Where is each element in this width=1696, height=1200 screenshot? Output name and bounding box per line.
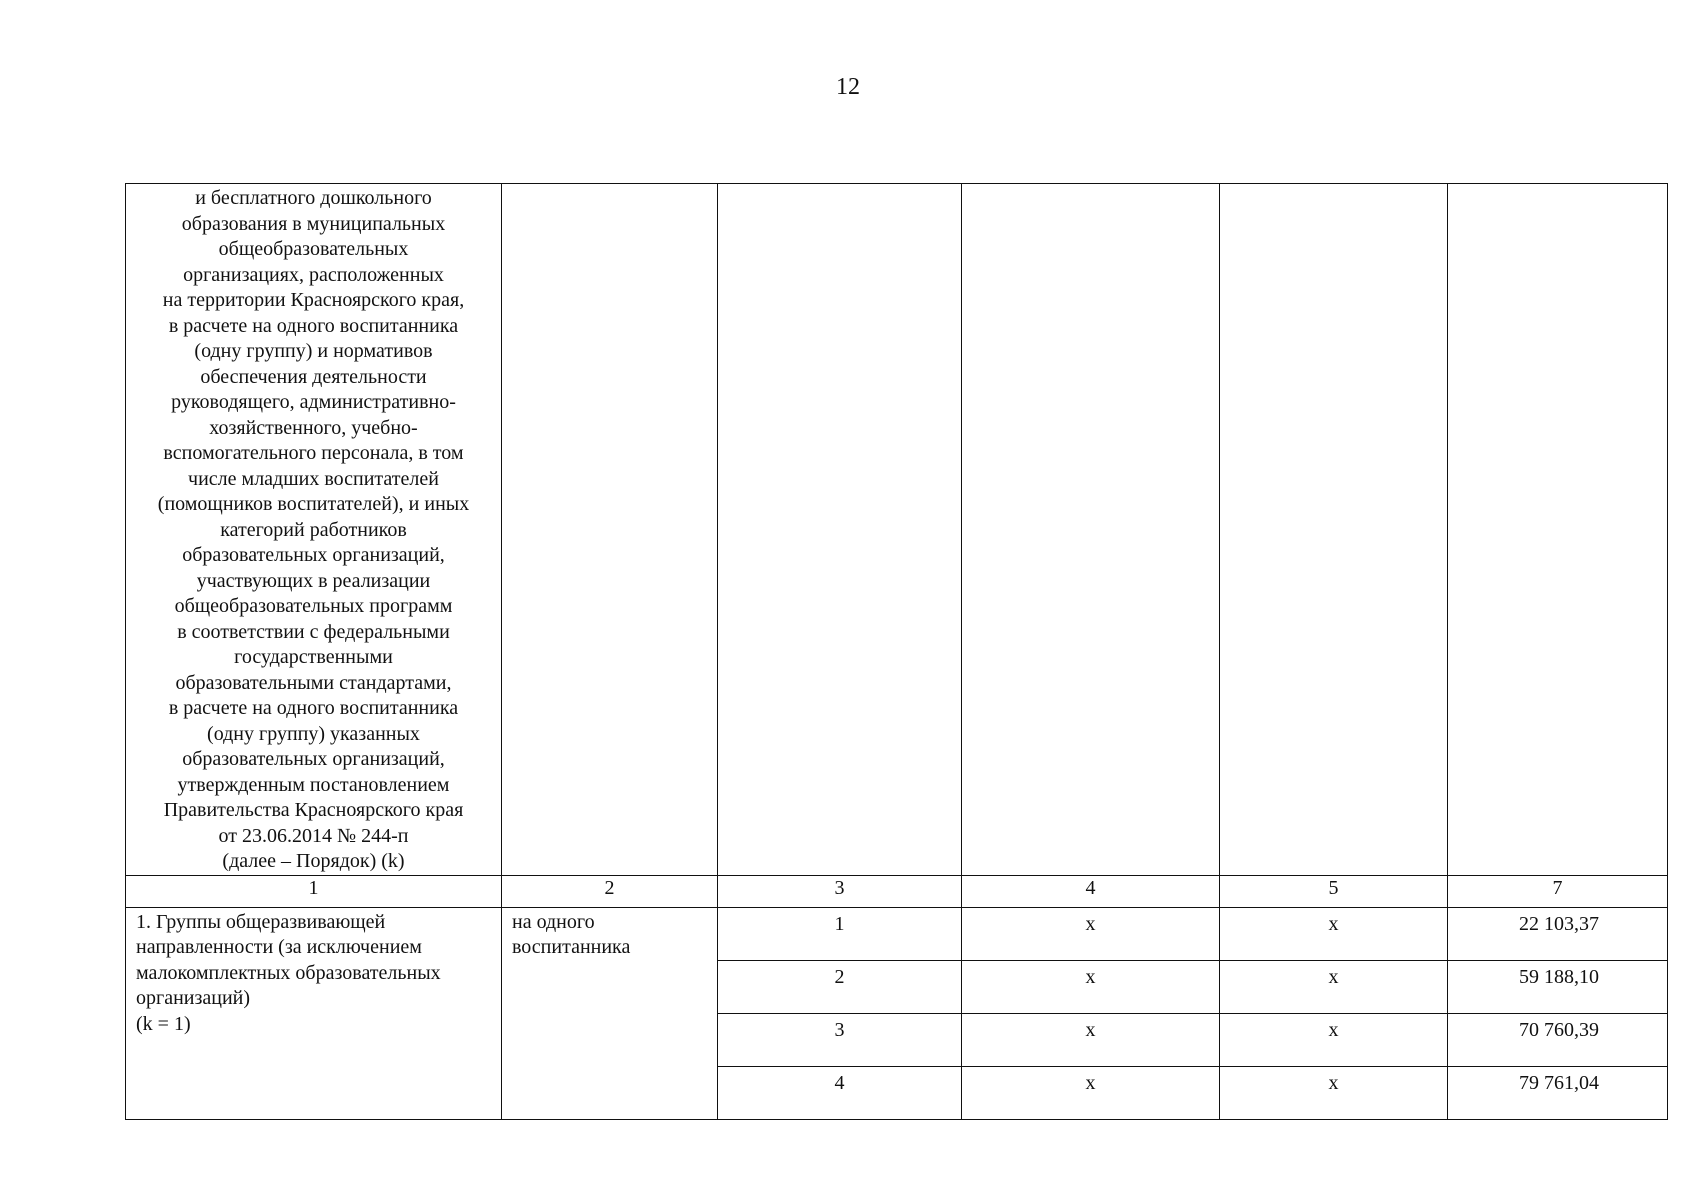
cell-col4: x [962, 1066, 1220, 1119]
cell-col3: 4 [718, 1066, 962, 1119]
unit-line: воспитанника [512, 936, 631, 958]
cell-col3: 1 [718, 907, 962, 960]
column-number: 7 [1448, 875, 1668, 907]
group-name-line: малокомплектных образовательных [136, 961, 441, 984]
empty-cell [1448, 184, 1668, 876]
page-number: 12 [836, 74, 860, 100]
cell-col5: x [1220, 907, 1448, 960]
column-number-row [126, 875, 1668, 907]
continuation-line: от 23.06.2014 № 244-п [218, 824, 409, 847]
continuation-line: и бесплатного дошкольного [195, 187, 432, 209]
continuation-line: (одну группу) и нормативов [194, 340, 433, 362]
continuation-line: на территории Красноярского края, [162, 289, 465, 311]
column-number: 5 [1220, 875, 1448, 907]
group-name-line: (k = 1) [136, 1012, 191, 1035]
cell-col4: x [962, 1013, 1220, 1066]
continuation-line: числе младших воспитателей [188, 467, 439, 490]
continuation-line: государственными [234, 646, 393, 668]
continuation-line: (далее – Порядок) (k) [222, 850, 405, 872]
continuation-line: в соответствии с федеральными [177, 620, 450, 643]
continuation-line: общеобразовательных программ [174, 595, 453, 617]
group-name-line: 1. Группы общеразвивающей [136, 910, 386, 933]
continuation-line: Правительства Красноярского края [163, 799, 464, 821]
continuation-line: руководящего, административно- [171, 391, 456, 413]
continuation-line: образования в муниципальных [181, 212, 446, 235]
empty-cell [962, 184, 1220, 876]
continuation-line: организациях, расположенных [183, 263, 444, 286]
cell-col4: x [962, 960, 1220, 1013]
empty-cell [502, 184, 718, 876]
cell-col4: x [962, 907, 1220, 960]
continuation-line: участвующих в реализации [196, 569, 431, 592]
column-number: 4 [962, 875, 1220, 907]
regulation-table [125, 183, 1668, 1120]
unit-cell [502, 907, 718, 1119]
continuation-line: хозяйственного, учебно- [209, 416, 418, 439]
continuation-line: общеобразовательных [218, 238, 409, 260]
continuation-line: обеспечения деятельности [200, 365, 427, 388]
group-name-cell [126, 907, 502, 1119]
table-row [126, 907, 1668, 960]
cell-col3: 2 [718, 960, 962, 1013]
cell-col5: x [1220, 960, 1448, 1013]
cell-col7: 59 188,10 [1448, 960, 1668, 1013]
cell-col7: 22 103,37 [1448, 907, 1668, 960]
continuation-line: в расчете на одного воспитанника [168, 314, 459, 337]
column-number: 1 [126, 875, 502, 907]
continuation-line: образовательных организаций, [182, 544, 445, 566]
continuation-line: образовательными стандартами, [175, 671, 452, 694]
continuation-row [126, 184, 1668, 876]
column-number: 2 [502, 875, 718, 907]
continuation-line: (помощников воспитателей), и иных [157, 493, 470, 515]
unit-line: на одного [512, 910, 595, 933]
cell-col7: 79 761,04 [1448, 1066, 1668, 1119]
empty-cell [1220, 184, 1448, 876]
group-name-line: организаций) [136, 987, 251, 1009]
continuation-line: образовательных организаций, [182, 748, 445, 770]
continuation-line: вспомогательного персонала, в том [163, 442, 464, 464]
cell-col3: 3 [718, 1013, 962, 1066]
continuation-line: категорий работников [220, 518, 407, 541]
column-number: 3 [718, 875, 962, 907]
cell-col5: x [1220, 1013, 1448, 1066]
empty-cell [718, 184, 962, 876]
group-name-line: направленности (за исключением [136, 936, 422, 958]
cell-col7: 70 760,39 [1448, 1013, 1668, 1066]
continuation-line: в расчете на одного воспитанника [168, 697, 459, 719]
continuation-line: (одну группу) указанных [207, 722, 420, 745]
continuation-text-cell [126, 184, 502, 876]
cell-col5: x [1220, 1066, 1448, 1119]
continuation-line: утвержденным постановлением [177, 773, 450, 796]
